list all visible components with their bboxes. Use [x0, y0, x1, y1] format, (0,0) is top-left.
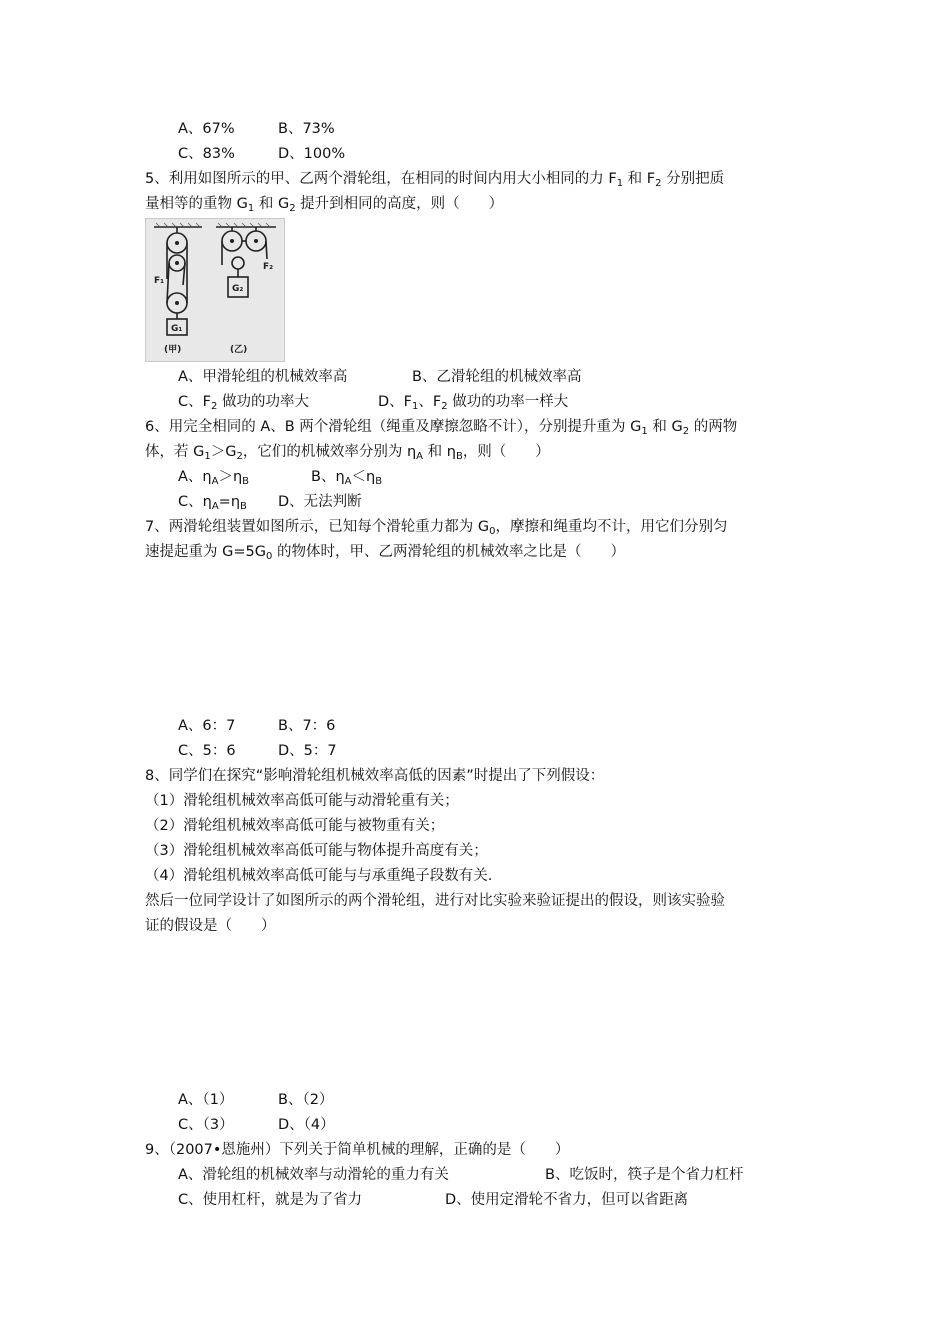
q8-stem-line-7: 证的假设是（ ） — [145, 918, 276, 934]
q8-stem-line-6: 然后一位同学设计了如图所示的两个滑轮组，进行对比实验来验证提出的假设，则该实验验 — [145, 893, 725, 909]
q6-option-b: B、$\eta_A<\eta_B$ — [311, 469, 383, 487]
svg-text:F₂: F₂ — [263, 262, 274, 272]
q7-option-b: B、7：6 — [278, 718, 336, 734]
q6-option-c: C、$\eta_A=\eta_B$ — [178, 494, 247, 512]
q5-option-a: A、甲滑轮组的机械效率高 — [178, 369, 348, 385]
q4-option-c: C、83% — [178, 146, 235, 162]
q5-stem-line-2: 量相等的重物 $G_1$ 和 $G_2$ 提升到相同的高度，则（ ） — [145, 196, 504, 214]
q5-option-c: C、$F_2$ 做功的功率大 — [178, 394, 309, 412]
q9-option-c: C、使用杠杆，就是为了省力 — [178, 1192, 363, 1208]
q8-stem-line-1: 8、同学们在探究“影响滑轮组机械效率高低的因素”时提出了下列假设： — [145, 768, 605, 784]
q8-option-c: C、（3） — [178, 1117, 234, 1133]
q7-stem-line-1: 7、两滑轮组装置如图所示，已知每个滑轮重力都为 $G_0$，摩擦和绳重均不计，用它们分别匀 — [145, 519, 728, 537]
figure-label-jia: (甲) — [164, 345, 182, 355]
q8-hypothesis-1: （1）滑轮组机械效率高低可能与动滑轮重有关； — [145, 793, 459, 809]
q6-option-a: A、$\eta_A>\eta_B$ — [178, 469, 250, 487]
q7-option-a: A、6：7 — [178, 718, 236, 734]
q5-option-d: D、$F_1$、$F_2$ 做功的功率一样大 — [378, 394, 569, 412]
q9-option-b: B、吃饭时，筷子是个省力杠杆 — [545, 1167, 744, 1183]
q7-option-c: C、5：6 — [178, 743, 236, 759]
q8-option-d: D、（4） — [278, 1117, 335, 1133]
q6-option-d: D、无法判断 — [278, 494, 362, 510]
q6-stem-line-1: 6、用完全相同的 A、B 两个滑轮组（绳重及摩擦忽略不计），分别提升重为 $G_1$ 和 $G_2$ 的两物 — [145, 419, 738, 437]
q5-stem-line-1: 5、利用如图所示的甲、乙两个滑轮组，在相同的时间内用大小相同的力 $F_1$ 和 $F_2$ 分别把质 — [145, 171, 725, 189]
q4-option-b: B、73% — [278, 121, 335, 137]
pulley-figure — [145, 218, 285, 362]
svg-text:F₁: F₁ — [154, 276, 165, 286]
q9-option-d: D、使用定滑轮不省力，但可以省距离 — [445, 1192, 689, 1208]
q7-stem-line-2: 速提起重为 $G=5G_0$ 的物体时，甲、乙两滑轮组的机械效率之比是（ ） — [145, 544, 625, 562]
q8-option-a: A、（1） — [178, 1092, 234, 1108]
figure-label-yi: (乙) — [230, 345, 248, 355]
svg-text:G₁: G₁ — [171, 324, 183, 334]
q6-stem-line-2: 体，若 $G_1>G_2$，它们的机械效率分别为 $\eta_A$ 和 $\eta_B$，则（ ） — [145, 444, 550, 462]
pulley-diagram — [146, 219, 284, 361]
q9-stem: 9、（2007•恩施州）下列关于简单机械的理解，正确的是（ ） — [145, 1142, 570, 1158]
q8-hypothesis-4: （4）滑轮组机械效率高低可能与与承重绳子段数有关. — [145, 868, 493, 884]
q5-option-b: B、乙滑轮组的机械效率高 — [412, 369, 582, 385]
q8-option-b: B、（2） — [278, 1092, 334, 1108]
q8-hypothesis-3: （3）滑轮组机械效率高低可能与物体提升高度有关； — [145, 843, 488, 859]
q8-hypothesis-2: （2）滑轮组机械效率高低可能与被物重有关； — [145, 818, 445, 834]
q9-option-a: A、滑轮组的机械效率与动滑轮的重力有关 — [178, 1167, 449, 1183]
q7-option-d: D、5：7 — [278, 743, 337, 759]
svg-text:G₂: G₂ — [232, 284, 244, 294]
q4-option-d: D、100% — [278, 146, 346, 162]
q4-option-a: A、67% — [178, 121, 235, 137]
